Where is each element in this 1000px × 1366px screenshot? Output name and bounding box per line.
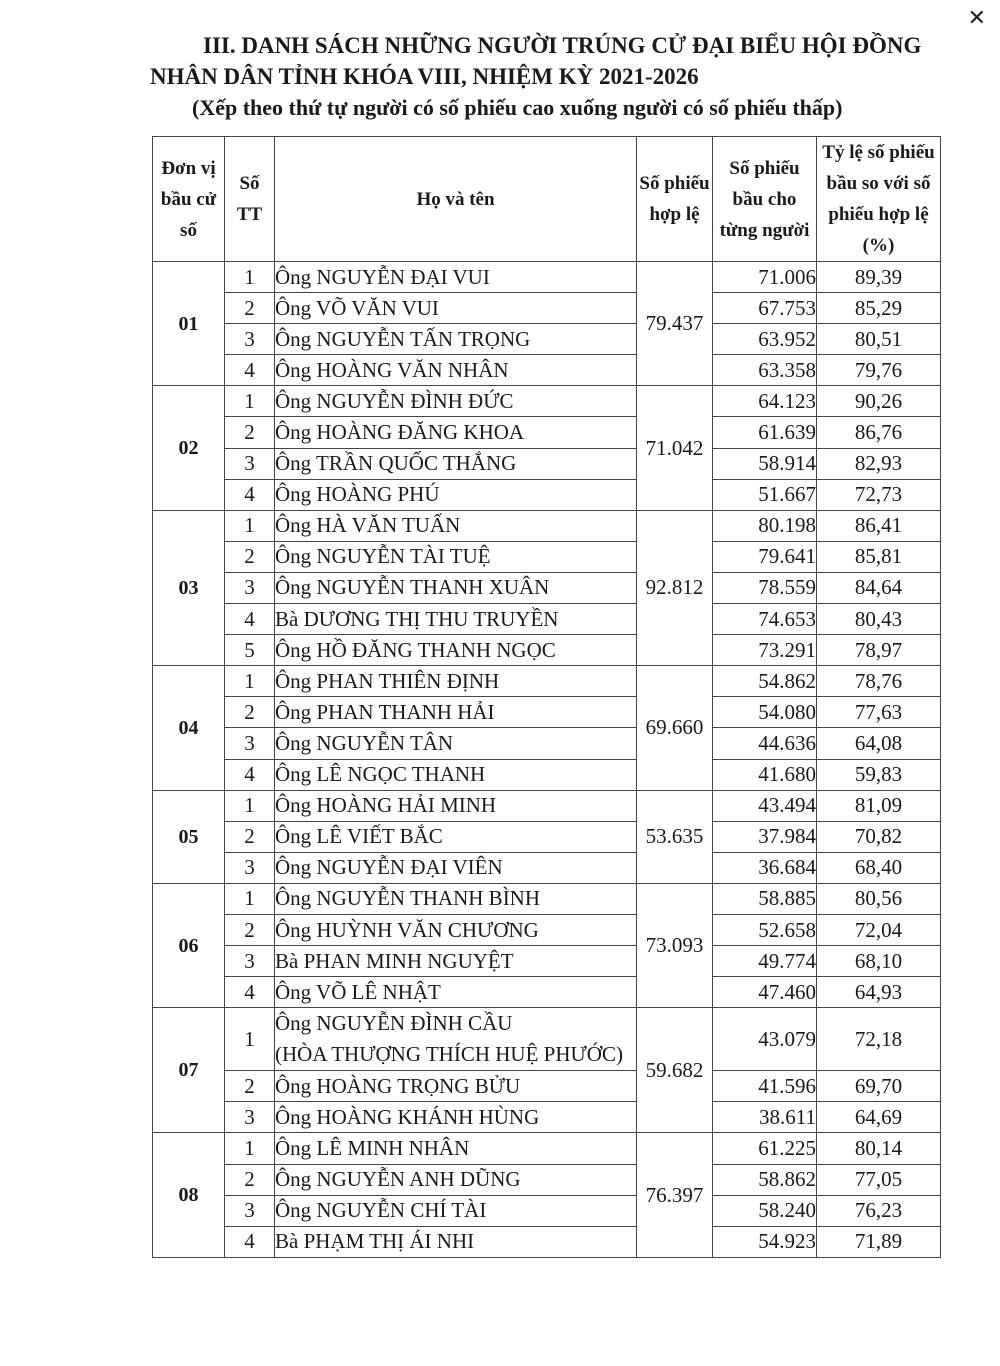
close-icon[interactable]: ✕ bbox=[967, 6, 986, 31]
header-valid-votes: Số phiếu hợp lệ bbox=[637, 137, 713, 262]
percentage-cell: 80,14 bbox=[817, 1133, 941, 1164]
percentage-cell: 77,05 bbox=[817, 1164, 941, 1195]
election-results-table bbox=[152, 136, 941, 1258]
stt-cell: 2 bbox=[225, 821, 275, 852]
candidate-name-note: (HÒA THƯỢNG THÍCH HUỆ PHƯỚC) bbox=[275, 1042, 623, 1067]
candidate-name-cell: Ông HOÀNG VĂN NHÂN bbox=[275, 355, 637, 386]
percentage-cell: 78,97 bbox=[817, 635, 941, 666]
table-row bbox=[153, 324, 941, 355]
votes-cell: 61.225 bbox=[713, 1133, 817, 1164]
percentage-cell: 68,40 bbox=[817, 852, 941, 883]
table-row bbox=[153, 572, 941, 603]
votes-cell: 54.923 bbox=[713, 1226, 817, 1257]
candidate-name: Ông NGUYỄN ĐÌNH CẦU bbox=[275, 1011, 513, 1036]
stt-cell: 2 bbox=[225, 293, 275, 324]
table-row bbox=[153, 852, 941, 883]
unit-number-cell: 08 bbox=[153, 1133, 225, 1257]
stt-cell: 1 bbox=[225, 1133, 275, 1164]
unit-number-cell: 03 bbox=[153, 510, 225, 665]
candidate-name-cell: Ông HOÀNG ĐĂNG KHOA bbox=[275, 417, 637, 448]
table-row bbox=[153, 479, 941, 510]
votes-cell: 64.123 bbox=[713, 386, 817, 417]
table-row bbox=[153, 635, 941, 666]
stt-cell: 4 bbox=[225, 604, 275, 635]
stt-cell: 3 bbox=[225, 728, 275, 759]
stt-cell: 5 bbox=[225, 635, 275, 666]
percentage-cell: 72,04 bbox=[817, 914, 941, 945]
table-row bbox=[153, 293, 941, 324]
table-row bbox=[153, 417, 941, 448]
table-row bbox=[153, 759, 941, 790]
votes-cell: 78.559 bbox=[713, 572, 817, 603]
candidate-name-cell: Ông NGUYỄN THANH XUÂN bbox=[275, 572, 637, 603]
percentage-cell: 85,81 bbox=[817, 541, 941, 572]
valid-votes-cell: 71.042 bbox=[637, 386, 713, 510]
unit-number-cell: 04 bbox=[153, 666, 225, 790]
candidate-name-cell: Ông HUỲNH VĂN CHƯƠNG bbox=[275, 914, 637, 945]
valid-votes-cell: 79.437 bbox=[637, 262, 713, 386]
candidate-name-cell: Ông VÕ LÊ NHẬT bbox=[275, 977, 637, 1008]
votes-cell: 80.198 bbox=[713, 510, 817, 541]
stt-cell: 1 bbox=[225, 262, 275, 293]
table-row bbox=[153, 666, 941, 697]
candidate-name-cell: Ông NGUYỄN ĐÌNH ĐỨC bbox=[275, 386, 637, 417]
candidate-name-cell: Ông HOÀNG KHÁNH HÙNG bbox=[275, 1102, 637, 1133]
candidate-name-cell: Ông NGUYỄN TẤN TRỌNG bbox=[275, 324, 637, 355]
percentage-cell: 72,73 bbox=[817, 479, 941, 510]
votes-cell: 38.611 bbox=[713, 1102, 817, 1133]
votes-cell: 58.914 bbox=[713, 448, 817, 479]
stt-cell: 2 bbox=[225, 1164, 275, 1195]
candidate-name-cell: Ông LÊ NGỌC THANH bbox=[275, 759, 637, 790]
stt-cell: 1 bbox=[225, 386, 275, 417]
percentage-cell: 71,89 bbox=[817, 1226, 941, 1257]
candidate-name-cell: Ông NGUYỄN TÀI TUỆ bbox=[275, 541, 637, 572]
candidate-name-cell: Ông NGUYỄN THANH BÌNH bbox=[275, 883, 637, 914]
percentage-cell: 64,93 bbox=[817, 977, 941, 1008]
percentage-cell: 69,70 bbox=[817, 1071, 941, 1102]
stt-cell: 1 bbox=[225, 790, 275, 821]
stt-cell: 2 bbox=[225, 914, 275, 945]
percentage-cell: 77,63 bbox=[817, 697, 941, 728]
candidate-name-cell: Ông HOÀNG TRỌNG BỬU bbox=[275, 1071, 637, 1102]
header-percentage: Tỷ lệ số phiếu bầu so với số phiếu hợp lệ (%) bbox=[817, 137, 941, 262]
table-body bbox=[153, 262, 941, 1258]
table-row bbox=[153, 262, 941, 293]
stt-cell: 4 bbox=[225, 1226, 275, 1257]
table-row bbox=[153, 510, 941, 541]
candidate-name-cell: Bà DƯƠNG THỊ THU TRUYỀN bbox=[275, 604, 637, 635]
percentage-cell: 81,09 bbox=[817, 790, 941, 821]
table-row bbox=[153, 821, 941, 852]
title-subtitle: (Xếp theo thứ tự người có số phiếu cao xuống người có số phiếu thấp) bbox=[192, 95, 843, 120]
valid-votes-cell: 92.812 bbox=[637, 510, 713, 665]
candidate-name-cell: Ông HOÀNG HẢI MINH bbox=[275, 790, 637, 821]
stt-cell: 1 bbox=[225, 1008, 275, 1071]
stt-cell: 2 bbox=[225, 697, 275, 728]
votes-cell: 61.639 bbox=[713, 417, 817, 448]
stt-cell: 1 bbox=[225, 666, 275, 697]
candidate-name-cell: Ông NGUYỄN CHÍ TÀI bbox=[275, 1195, 637, 1226]
percentage-cell: 70,82 bbox=[817, 821, 941, 852]
table-row bbox=[153, 790, 941, 821]
percentage-cell: 86,41 bbox=[817, 510, 941, 541]
table-row bbox=[153, 1071, 941, 1102]
title-line-1: III. DANH SÁCH NHỮNG NGƯỜI TRÚNG CỬ ĐẠI BIỂU HỘI ĐỒNG bbox=[203, 33, 922, 58]
candidate-name-cell: Ông NGUYỄN TÂN bbox=[275, 728, 637, 759]
candidate-name-cell: Ông HỒ ĐĂNG THANH NGỌC bbox=[275, 635, 637, 666]
table-row bbox=[153, 697, 941, 728]
candidate-name-cell: Ông HÀ VĂN TUẤN bbox=[275, 510, 637, 541]
votes-cell: 51.667 bbox=[713, 479, 817, 510]
valid-votes-cell: 76.397 bbox=[637, 1133, 713, 1257]
votes-cell: 36.684 bbox=[713, 852, 817, 883]
table-row bbox=[153, 728, 941, 759]
table-row bbox=[153, 946, 941, 977]
table-row bbox=[153, 355, 941, 386]
stt-cell: 2 bbox=[225, 417, 275, 448]
percentage-cell: 76,23 bbox=[817, 1195, 941, 1226]
votes-cell: 71.006 bbox=[713, 262, 817, 293]
stt-cell: 2 bbox=[225, 1071, 275, 1102]
stt-cell: 3 bbox=[225, 1102, 275, 1133]
table-row bbox=[153, 914, 941, 945]
percentage-cell: 80,56 bbox=[817, 883, 941, 914]
candidate-name-cell: Ông PHAN THIÊN ĐỊNH bbox=[275, 666, 637, 697]
percentage-cell: 85,29 bbox=[817, 293, 941, 324]
stt-cell: 1 bbox=[225, 510, 275, 541]
votes-cell: 54.862 bbox=[713, 666, 817, 697]
votes-cell: 43.079 bbox=[713, 1008, 817, 1071]
unit-number-cell: 05 bbox=[153, 790, 225, 883]
votes-cell: 37.984 bbox=[713, 821, 817, 852]
valid-votes-cell: 59.682 bbox=[637, 1008, 713, 1133]
table-row bbox=[153, 1195, 941, 1226]
table-row bbox=[153, 604, 941, 635]
stt-cell: 4 bbox=[225, 759, 275, 790]
stt-cell: 3 bbox=[225, 1195, 275, 1226]
votes-cell: 58.862 bbox=[713, 1164, 817, 1195]
table-row bbox=[153, 448, 941, 479]
candidate-name-cell: Ông LÊ MINH NHÂN bbox=[275, 1133, 637, 1164]
percentage-cell: 84,64 bbox=[817, 572, 941, 603]
unit-number-cell: 02 bbox=[153, 386, 225, 510]
stt-cell: 4 bbox=[225, 479, 275, 510]
candidate-name-cell: Ông PHAN THANH HẢI bbox=[275, 697, 637, 728]
candidate-name-cell: Ông HOÀNG PHÚ bbox=[275, 479, 637, 510]
stt-cell: 1 bbox=[225, 883, 275, 914]
valid-votes-cell: 53.635 bbox=[637, 790, 713, 883]
votes-cell: 63.358 bbox=[713, 355, 817, 386]
table-row bbox=[153, 386, 941, 417]
title-line-2: NHÂN DÂN TỈNH KHÓA VIII, NHIỆM KỲ 2021-2026 bbox=[150, 64, 699, 89]
percentage-cell: 89,39 bbox=[817, 262, 941, 293]
table-header-row bbox=[153, 137, 941, 262]
votes-cell: 41.596 bbox=[713, 1071, 817, 1102]
percentage-cell: 90,26 bbox=[817, 386, 941, 417]
percentage-cell: 72,18 bbox=[817, 1008, 941, 1071]
stt-cell: 3 bbox=[225, 448, 275, 479]
votes-cell: 58.885 bbox=[713, 883, 817, 914]
votes-cell: 43.494 bbox=[713, 790, 817, 821]
votes-cell: 63.952 bbox=[713, 324, 817, 355]
table-row bbox=[153, 1133, 941, 1164]
table-row bbox=[153, 1226, 941, 1257]
votes-cell: 52.658 bbox=[713, 914, 817, 945]
candidate-name-cell: Ông TRẦN QUỐC THẮNG bbox=[275, 448, 637, 479]
votes-cell: 54.080 bbox=[713, 697, 817, 728]
percentage-cell: 68,10 bbox=[817, 946, 941, 977]
candidate-name-cell: Ông NGUYỄN ANH DŨNG bbox=[275, 1164, 637, 1195]
stt-cell: 3 bbox=[225, 324, 275, 355]
percentage-cell: 82,93 bbox=[817, 448, 941, 479]
document-title bbox=[0, 30, 1000, 123]
percentage-cell: 64,69 bbox=[817, 1102, 941, 1133]
votes-cell: 67.753 bbox=[713, 293, 817, 324]
table-row bbox=[153, 977, 941, 1008]
candidate-name-cell: Ông NGUYỄN ĐẠI VUI bbox=[275, 262, 637, 293]
percentage-cell: 80,43 bbox=[817, 604, 941, 635]
stt-cell: 3 bbox=[225, 572, 275, 603]
header-stt: Số TT bbox=[225, 137, 275, 262]
unit-number-cell: 06 bbox=[153, 883, 225, 1007]
stt-cell: 3 bbox=[225, 852, 275, 883]
percentage-cell: 78,76 bbox=[817, 666, 941, 697]
stt-cell: 4 bbox=[225, 977, 275, 1008]
table-row bbox=[153, 1102, 941, 1133]
header-unit: Đơn vị bầu cử số bbox=[153, 137, 225, 262]
candidate-name-cell: Bà PHAN MINH NGUYỆT bbox=[275, 946, 637, 977]
table-row bbox=[153, 541, 941, 572]
stt-cell: 4 bbox=[225, 355, 275, 386]
votes-cell: 41.680 bbox=[713, 759, 817, 790]
votes-cell: 73.291 bbox=[713, 635, 817, 666]
percentage-cell: 59,83 bbox=[817, 759, 941, 790]
candidate-name-cell: Ông VÕ VĂN VUI bbox=[275, 293, 637, 324]
candidate-name-cell bbox=[275, 1008, 637, 1071]
unit-number-cell: 01 bbox=[153, 262, 225, 386]
votes-cell: 44.636 bbox=[713, 728, 817, 759]
candidate-name-cell: Bà PHẠM THỊ ÁI NHI bbox=[275, 1226, 637, 1257]
percentage-cell: 79,76 bbox=[817, 355, 941, 386]
table-row bbox=[153, 1164, 941, 1195]
valid-votes-cell: 69.660 bbox=[637, 666, 713, 790]
percentage-cell: 86,76 bbox=[817, 417, 941, 448]
votes-cell: 74.653 bbox=[713, 604, 817, 635]
candidate-name-cell: Ông LÊ VIẾT BẮC bbox=[275, 821, 637, 852]
candidate-name-cell: Ông NGUYỄN ĐẠI VIÊN bbox=[275, 852, 637, 883]
votes-cell: 79.641 bbox=[713, 541, 817, 572]
header-name: Họ và tên bbox=[275, 137, 637, 262]
stt-cell: 2 bbox=[225, 541, 275, 572]
table-row bbox=[153, 1008, 941, 1071]
table-row bbox=[153, 883, 941, 914]
votes-cell: 49.774 bbox=[713, 946, 817, 977]
header-votes: Số phiếu bầu cho từng người bbox=[713, 137, 817, 262]
votes-cell: 58.240 bbox=[713, 1195, 817, 1226]
unit-number-cell: 07 bbox=[153, 1008, 225, 1133]
votes-cell: 47.460 bbox=[713, 977, 817, 1008]
percentage-cell: 80,51 bbox=[817, 324, 941, 355]
stt-cell: 3 bbox=[225, 946, 275, 977]
percentage-cell: 64,08 bbox=[817, 728, 941, 759]
valid-votes-cell: 73.093 bbox=[637, 883, 713, 1007]
